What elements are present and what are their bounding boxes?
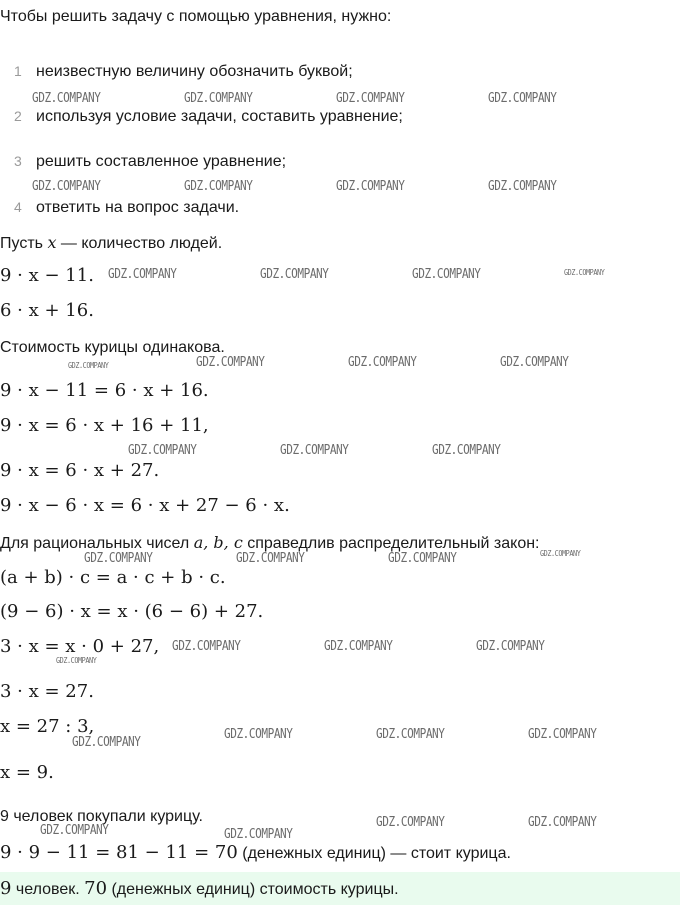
watermark: GDZ.COMPANY	[528, 727, 597, 742]
watermark: GDZ.COMPANY	[348, 355, 417, 370]
equation: (a + b) · c = a · c + b · c.	[0, 567, 226, 588]
watermark: GDZ.COMPANY	[488, 91, 557, 106]
step-text: неизвестную величину обозначить буквой;	[36, 63, 353, 80]
watermark: GDZ.COMPANY	[388, 551, 457, 566]
watermark: GDZ.COMPANY	[432, 443, 501, 458]
equation: 9 · x − 11.	[0, 265, 94, 286]
equation: 9 · x − 6 · x = 6 · x + 27 − 6 · x.	[0, 495, 290, 516]
watermark: GDZ.COMPANY	[184, 179, 253, 194]
equation: 6 · x + 16.	[0, 300, 94, 321]
equation: x = 9.	[0, 762, 54, 783]
price-equation: 9 · 9 − 11 = 81 − 11 = 70	[0, 842, 238, 863]
watermark: GDZ.COMPANY	[540, 549, 581, 558]
watermark: GDZ.COMPANY	[184, 91, 253, 106]
step-item	[0, 153, 286, 171]
watermark: GDZ.COMPANY	[564, 268, 605, 277]
watermark: GDZ.COMPANY	[224, 727, 293, 742]
step-text: ответить на вопрос задачи.	[36, 199, 240, 216]
step-item	[0, 63, 353, 81]
watermark: GDZ.COMPANY	[172, 639, 241, 654]
step-number: 4	[14, 199, 22, 215]
answer-box	[0, 872, 680, 905]
equation: x = 27 : 3,	[0, 716, 95, 737]
step-item	[0, 108, 403, 126]
step-number: 2	[14, 108, 22, 124]
step-text: решить составленное уравнение;	[36, 153, 287, 170]
watermark: GDZ.COMPANY	[72, 735, 141, 750]
watermark: GDZ.COMPANY	[376, 815, 445, 830]
price-check	[0, 842, 511, 863]
equation: 3 · x = x · 0 + 27,	[0, 636, 160, 657]
equation: 9 · x = 6 · x + 27.	[0, 460, 160, 481]
step-text: используя условие задачи, составить уравнение;	[36, 108, 403, 125]
watermark: GDZ.COMPANY	[108, 267, 177, 282]
statement: Стоимость курицы одинакова.	[0, 339, 225, 356]
equation: 9 · x − 11 = 6 · x + 16.	[0, 380, 209, 401]
watermark: GDZ.COMPANY	[528, 815, 597, 830]
watermark: GDZ.COMPANY	[40, 823, 109, 838]
watermark: GDZ.COMPANY	[260, 267, 329, 282]
law-prefix: Для рациональных чисел	[0, 535, 194, 552]
answer-text: человек.	[11, 881, 85, 898]
statement: 9 человек покупали курицу.	[0, 808, 203, 825]
watermark: GDZ.COMPANY	[476, 639, 545, 654]
law-statement	[0, 533, 540, 553]
answer-text: (денежных единиц) стоимость курицы.	[107, 881, 399, 898]
watermark: GDZ.COMPANY	[412, 267, 481, 282]
let-suffix: — количество людей.	[56, 235, 223, 252]
answer-number: 9	[0, 878, 12, 899]
law-suffix: справедлив распределительный закон:	[242, 535, 540, 552]
watermark: GDZ.COMPANY	[336, 91, 405, 106]
intro-text: Чтобы решить задачу с помощью уравнения, нужно:	[0, 8, 392, 25]
watermark: GDZ.COMPANY	[500, 355, 569, 370]
watermark: GDZ.COMPANY	[236, 551, 305, 566]
watermark: GDZ.COMPANY	[280, 443, 349, 458]
watermark: GDZ.COMPANY	[224, 827, 293, 842]
watermark: GDZ.COMPANY	[56, 656, 97, 665]
step-item	[0, 199, 239, 217]
watermark: GDZ.COMPANY	[32, 179, 101, 194]
let-statement	[0, 233, 222, 253]
watermark: GDZ.COMPANY	[488, 179, 557, 194]
watermark: GDZ.COMPANY	[68, 361, 109, 370]
watermark: GDZ.COMPANY	[376, 727, 445, 742]
watermark: GDZ.COMPANY	[324, 639, 393, 654]
watermark: GDZ.COMPANY	[128, 443, 197, 458]
price-text: (денежных единиц) — стоит курица.	[237, 845, 511, 862]
watermark: GDZ.COMPANY	[32, 91, 101, 106]
watermark: GDZ.COMPANY	[336, 179, 405, 194]
equation: 3 · x = 27.	[0, 681, 94, 702]
let-variable: x	[47, 233, 57, 252]
watermark: GDZ.COMPANY	[84, 551, 153, 566]
watermark: GDZ.COMPANY	[196, 355, 265, 370]
equation: 9 · x = 6 · x + 16 + 11,	[0, 415, 209, 436]
step-number: 3	[14, 153, 22, 169]
let-prefix: Пусть	[0, 235, 48, 252]
equation: (9 − 6) · x = x · (6 − 6) + 27.	[0, 601, 264, 622]
law-variables: a, b, c	[193, 533, 243, 552]
answer-number: 70	[84, 878, 108, 899]
step-number: 1	[14, 63, 22, 79]
